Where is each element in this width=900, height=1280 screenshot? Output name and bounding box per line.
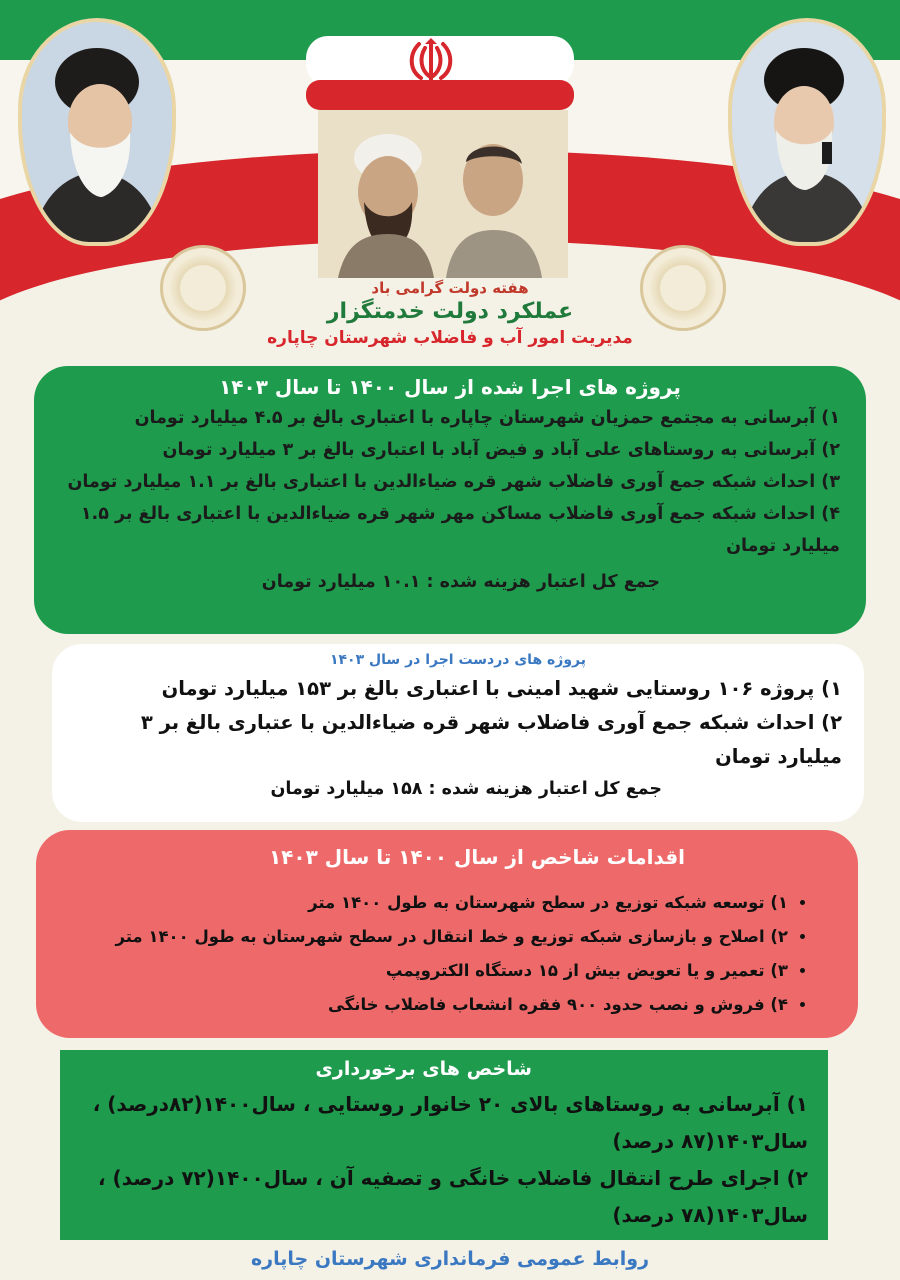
portrait-right [728,18,886,246]
portrait-right-icon [732,22,882,242]
list-item: • ۳) تعمیر و یا تعویض بیش از ۱۵ دستگاه الکتروپمپ [66,954,788,988]
martyrs-photo [318,110,568,278]
key-actions-title: اقدامات شاخص از سال ۱۴۰۰ تا سال ۱۴۰۳ [268,845,686,869]
completed-projects-title: پروژه های اجرا شده از سال ۱۴۰۰ تا سال ۱۴۰۳ [219,375,681,399]
list-item: • ۲) اصلاح و بازسازی شبکه توزیع و خط انتقال در سطح شهرستان به طول ۱۴۰۰ متر [66,920,788,954]
indicators-title: شاخص های برخورداری [315,1058,532,1080]
list-item: ۳) احداث شبکه جمع آوری فاضلاب شهر قره ضیاءالدین با اعتباری بالغ بر ۱.۱ میلیارد تومان [67,472,840,492]
page-title: عملکرد دولت خدمتگزار [326,299,574,324]
footer-credit: روابط عمومی فرمانداری شهرستان چاپاره [250,1248,650,1270]
list-item: ۱) آبرسانی به مجتمع حمزیان شهرستان چاپاره با اعتباری بالغ بر ۴.۵ میلیارد تومان [134,408,840,428]
list-item: ۲) اجرای طرح انتقال فاضلاب خانگی و تصفیه آن ، سال۱۴۰۰(۷۲ درصد) ، سال۱۴۰۳(۷۸ درصد) [98,1166,808,1227]
list-item: ۱) آبرسانی به روستاهای بالای ۲۰ خانوار روستایی ، سال۱۴۰۰(۸۲درصد) ، سال۱۴۰۳(۸۷ درصد) [92,1092,808,1153]
completed-total: جمع کل اعتبار هزینه شده : ۱۰.۱ میلیارد تومان [261,572,660,592]
list-item: ۲) احداث شبکه جمع آوری فاضلاب شهر قره ضیاءالدین با عتباری بالغ بر ۳ میلیارد تومان [140,711,842,768]
indicators-panel [60,1050,828,1240]
list-item: • ۴) فروش و نصب حدود ۹۰۰ فقره انشعاب فاضلاب خانگی [66,988,788,1022]
iran-emblem-icon [405,34,457,86]
martyrs-photo-icon [318,110,568,278]
list-item: ۱) پروژه ۱۰۶ روستایی شهید امینی با اعتباری بالغ بر ۱۵۳ میلیارد تومان [161,677,842,700]
in-progress-title: پروژه های دردست اجرا در سال ۱۴۰۳ [329,652,587,668]
heading-block [230,278,670,350]
list-item: ۲) آبرسانی به روستاهای علی آباد و فیض آباد با اعتباری بالغ بر ۳ میلیارد تومان [162,440,840,460]
week-greeting: هفته دولت گرامی باد [371,279,529,297]
department-subtitle: مدیریت امور آب و فاضلاب شهرستان چاپاره [267,328,633,348]
completed-projects-panel [34,366,866,634]
in-progress-total: جمع کل اعتبار هزینه شده : ۱۵۸ میلیارد تومان [270,779,662,799]
in-progress-panel [52,644,864,822]
portrait-left [18,18,176,246]
list-item: • ۱) توسعه شبکه توزیع در سطح شهرستان به طول ۱۴۰۰ متر [66,886,788,920]
list-item: ۴) احداث شبکه جمع آوری فاضلاب مساکن مهر شهر قره ضیاءالدین با اعتباری بالغ بر ۱.۵ میلیارد تومان [80,504,840,556]
portrait-left-icon [22,22,172,242]
key-actions-panel [36,830,858,1038]
